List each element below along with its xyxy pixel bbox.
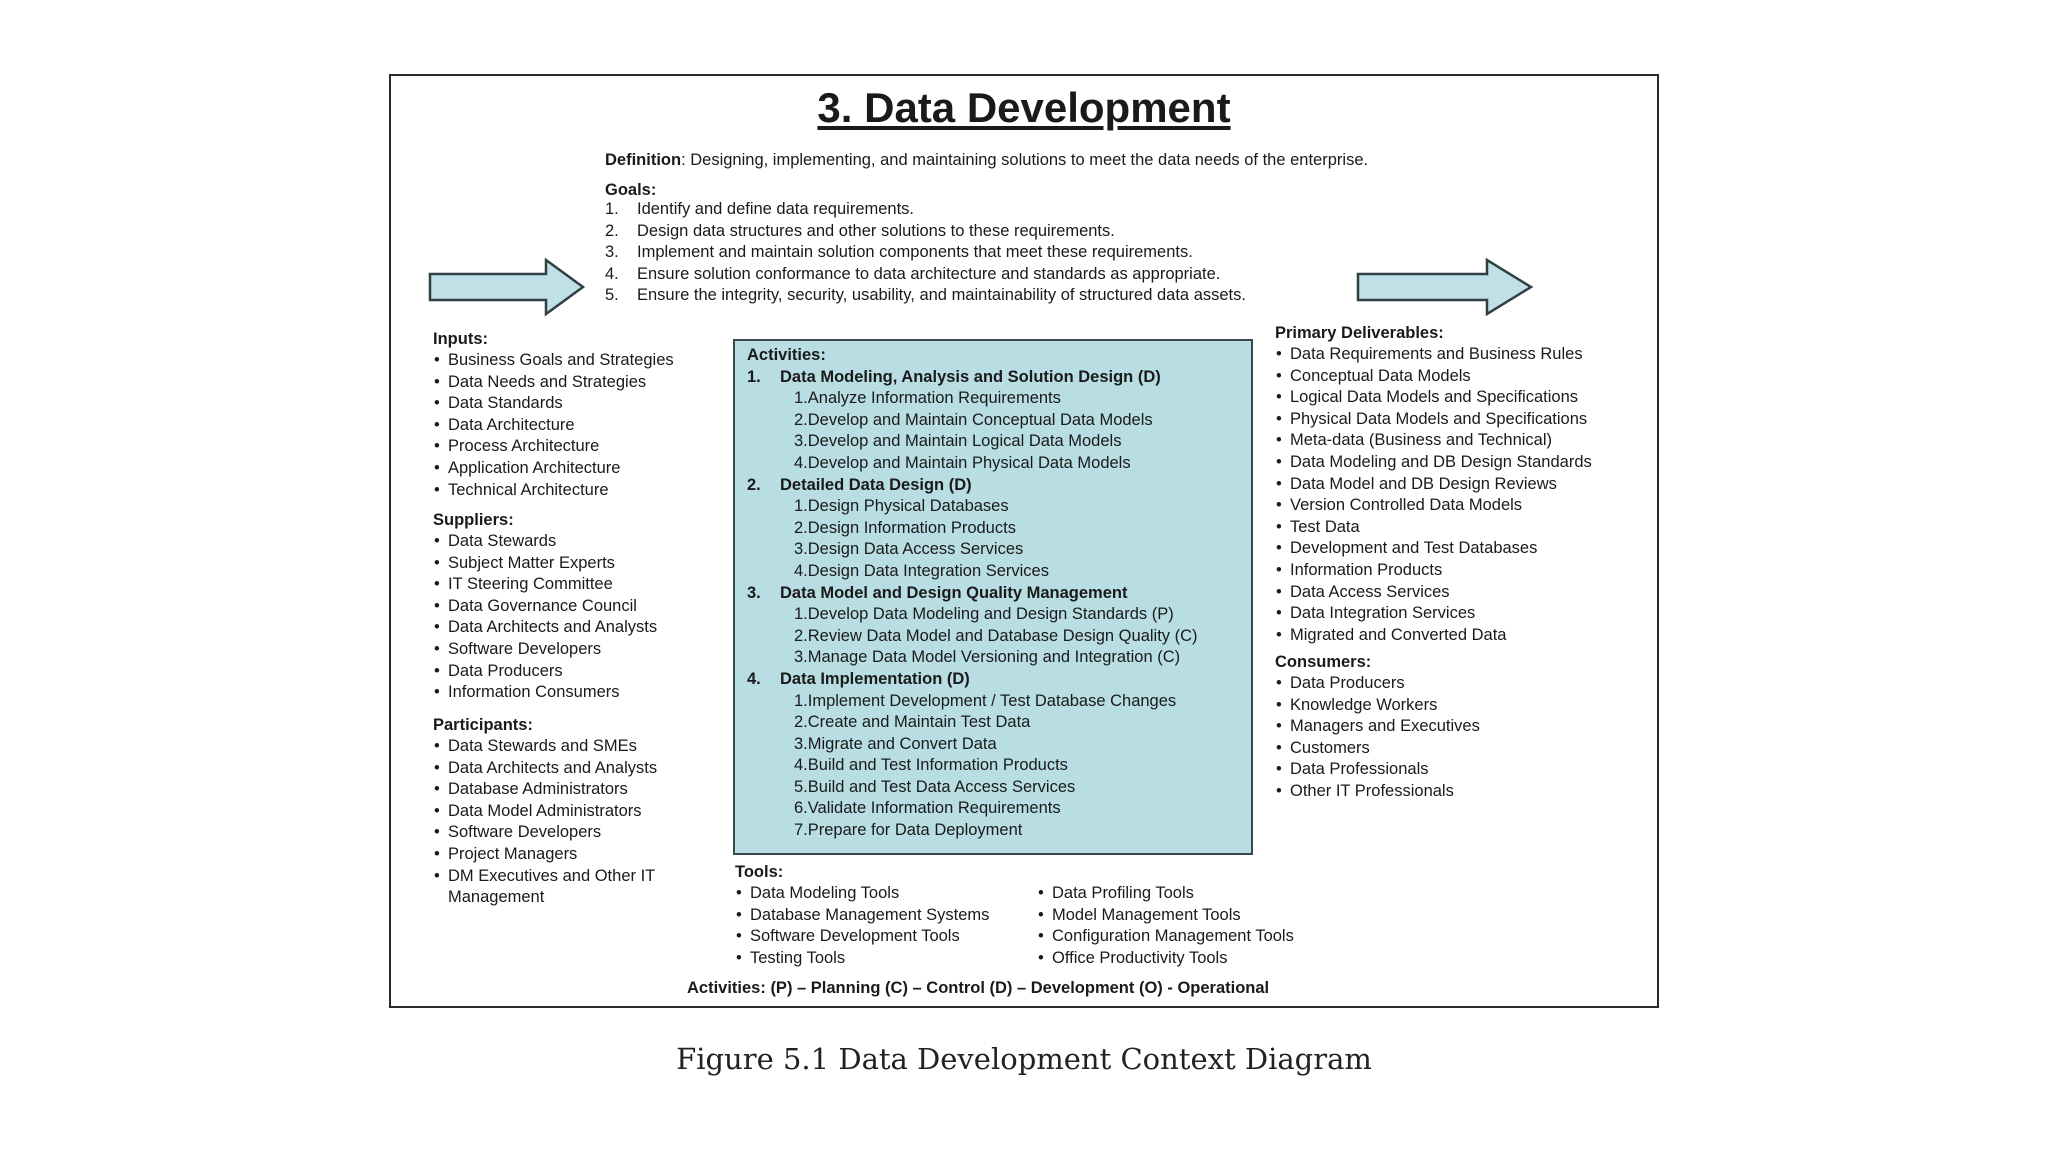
participant-item: Management	[448, 888, 545, 907]
goal-text: Design data structures and other solutions to these requirements.	[637, 221, 1115, 240]
activity-section	[747, 669, 1198, 691]
tool-item: • Office Productivity Tools	[1037, 948, 1294, 970]
activity-subitem: 4.Design Data Integration Services	[794, 561, 1049, 580]
participant-item: • Data Stewards and SMEs	[433, 736, 657, 758]
input-item: • Business Goals and Strategies	[433, 350, 674, 372]
deliverable-item: • Data Requirements and Business Rules	[1275, 344, 1592, 366]
definition	[605, 150, 1368, 172]
consumer-item: • Data Professionals	[1275, 759, 1480, 781]
supplier-item: • Software Developers	[433, 639, 657, 661]
suppliers-heading: Suppliers:	[433, 511, 514, 529]
goal-item	[605, 199, 1246, 221]
definition-text: : Designing, implementing, and maintaining solutions to meet the data needs of the enterprise.	[681, 151, 1369, 169]
goal-text: Identify and define data requirements.	[637, 200, 915, 218]
activity-section	[747, 475, 1198, 497]
input-item: • Application Architecture	[433, 458, 674, 480]
input-item: • Process Architecture	[433, 436, 674, 458]
tool-item: • Database Management Systems	[735, 905, 989, 927]
deliverables-heading: Primary Deliverables:	[1275, 324, 1444, 342]
tool-item: • Testing Tools	[735, 948, 989, 970]
inputs-list	[433, 350, 674, 501]
activity-title: Data Modeling, Analysis and Solution Design (D)	[780, 367, 1161, 386]
activity-subitem: 3.Migrate and Convert Data	[794, 734, 997, 753]
goal-number: 2.	[605, 221, 619, 240]
goal-number: 3.	[605, 243, 619, 262]
inputs-label: Inputs	[433, 330, 483, 348]
activity-subitem: 5.Build and Test Data Access Services	[794, 777, 1076, 796]
goal-text: Ensure the integrity, security, usability, and maintainability of structured data assets.	[637, 286, 1246, 305]
activity-subitem: 2.Review Data Model and Database Design Quality (C)	[794, 626, 1198, 645]
deliverable-item: • Information Products	[1275, 560, 1592, 582]
activity-number: 1.	[747, 367, 761, 386]
consumer-item: • Customers	[1275, 738, 1480, 760]
deliverable-item: • Data Modeling and DB Design Standards	[1275, 452, 1592, 474]
tool-item: • Model Management Tools	[1037, 905, 1294, 927]
deliverable-item: • Meta-data (Business and Technical)	[1275, 430, 1592, 452]
deliverable-item: • Data Access Services	[1275, 582, 1592, 604]
deliverable-item: • Logical Data Models and Specifications	[1275, 387, 1592, 409]
inputs-heading: Inputs:	[433, 330, 488, 348]
input-item: • Technical Architecture	[433, 480, 674, 502]
supplier-item: • Data Stewards	[433, 531, 657, 553]
goal-text: Implement and maintain solution components that meet these requirements.	[637, 243, 1193, 262]
figure-caption: Figure 5.1 Data Development Context Diagram	[676, 1042, 1372, 1076]
participants-label: Participants	[433, 716, 528, 734]
activity-subitem: 3.Manage Data Model Versioning and Integration (C)	[794, 648, 1181, 667]
deliverable-item: • Test Data	[1275, 517, 1592, 539]
activity-subitem: 4.Develop and Maintain Physical Data Models	[794, 453, 1131, 472]
tool-item: • Configuration Management Tools	[1037, 926, 1294, 948]
goal-item	[605, 221, 1246, 243]
activity-subitem: 2.Develop and Maintain Conceptual Data Models	[794, 410, 1153, 429]
input-item: • Data Needs and Strategies	[433, 372, 674, 394]
suppliers-label: Suppliers	[433, 511, 509, 529]
goal-number: 1.	[605, 200, 619, 218]
deliverable-item: • Version Controlled Data Models	[1275, 495, 1592, 517]
activity-subitem: 4.Build and Test Information Products	[794, 756, 1068, 775]
participant-item: • DM Executives and Other IT	[433, 866, 657, 888]
deliverable-item: • Data Model and DB Design Reviews	[1275, 474, 1592, 496]
tools-label: Tools:	[735, 863, 784, 881]
activity-number: 2.	[747, 475, 761, 494]
input-arrow-icon	[428, 258, 588, 318]
input-item: • Data Architecture	[433, 415, 674, 437]
deliverables-list	[1275, 344, 1592, 646]
consumer-item: • Data Producers	[1275, 673, 1480, 695]
suppliers-list	[433, 531, 657, 704]
input-item: • Data Standards	[433, 393, 674, 415]
activity-subitem: 1.Analyze Information Requirements	[794, 389, 1061, 408]
activity-subitem: 3.Develop and Maintain Logical Data Models	[794, 432, 1122, 451]
participants-heading: Participants:	[433, 716, 533, 734]
goal-number: 4.	[605, 264, 619, 283]
participant-item: • Software Developers	[433, 822, 657, 844]
goal-item	[605, 242, 1246, 264]
consumers-list	[1275, 673, 1480, 803]
activity-number: 4.	[747, 669, 761, 688]
activities-label: Activities:	[747, 346, 826, 364]
participant-item: • Database Administrators	[433, 779, 657, 801]
consumer-item: • Managers and Executives	[1275, 716, 1480, 738]
activities-list	[747, 345, 1198, 842]
activity-subitem: 1.Develop Data Modeling and Design Standards (P)	[794, 605, 1174, 624]
tool-item: • Data Profiling Tools	[1037, 883, 1294, 905]
activity-section	[747, 583, 1198, 605]
activity-subitem: 7.Prepare for Data Deployment	[794, 821, 1023, 840]
goals-label: Goals	[605, 181, 651, 199]
supplier-item: • Data Governance Council	[433, 596, 657, 618]
diagram-title: 3. Data Development	[817, 84, 1231, 131]
activity-section	[747, 367, 1198, 389]
goals-list	[605, 199, 1246, 307]
goal-number: 5.	[605, 286, 619, 305]
supplier-item: • Subject Matter Experts	[433, 553, 657, 575]
activities-box	[733, 339, 1253, 855]
activity-subitem: 2.Create and Maintain Test Data	[794, 713, 1031, 732]
goal-item	[605, 285, 1246, 307]
tool-item: • Software Development Tools	[735, 926, 989, 948]
deliverable-item: • Migrated and Converted Data	[1275, 625, 1592, 647]
output-arrow-icon	[1356, 258, 1536, 318]
activity-title: Data Model and Design Quality Management	[780, 583, 1128, 602]
deliverable-item: • Data Integration Services	[1275, 603, 1592, 625]
consumers-label: Consumers:	[1275, 653, 1372, 671]
goals-heading: Goals:	[605, 181, 657, 199]
deliverable-item: • Physical Data Models and Specifications	[1275, 409, 1592, 431]
consumer-item: • Knowledge Workers	[1275, 695, 1480, 717]
participants-list	[433, 736, 657, 909]
activity-number: 3.	[747, 583, 761, 602]
supplier-item: • Data Producers	[433, 661, 657, 683]
supplier-item: • Data Architects and Analysts	[433, 617, 657, 639]
deliverable-item: • Development and Test Databases	[1275, 538, 1592, 560]
tool-item: • Data Modeling Tools	[735, 883, 989, 905]
activity-title: Detailed Data Design (D)	[780, 475, 972, 494]
tools-list-right	[1037, 883, 1294, 969]
activity-subitem: 3.Design Data Access Services	[794, 540, 1024, 559]
activity-legend: Activities: (P) – Planning (C) – Control (D) – Development (O) - Operational	[687, 979, 1270, 997]
deliverables-label: Primary Deliverables	[1275, 324, 1439, 342]
goal-item	[605, 264, 1246, 286]
activity-subitem: 1.Implement Development / Test Database Changes	[794, 691, 1177, 710]
consumer-item: • Other IT Professionals	[1275, 781, 1480, 803]
participant-item: • Project Managers	[433, 844, 657, 866]
activity-title: Data Implementation (D)	[780, 669, 970, 688]
goal-text: Ensure solution conformance to data architecture and standards as appropriate.	[637, 264, 1221, 283]
participant-item: • Data Model Administrators	[433, 801, 657, 823]
activity-subitem: 6.Validate Information Requirements	[794, 799, 1061, 818]
definition-label: Definition	[605, 151, 682, 169]
deliverable-item: • Conceptual Data Models	[1275, 366, 1592, 388]
activity-subitem: 1.Design Physical Databases	[794, 497, 1009, 516]
tools-list-left	[735, 883, 989, 969]
activity-subitem: 2.Design Information Products	[794, 518, 1016, 537]
participant-item: • Data Architects and Analysts	[433, 758, 657, 780]
supplier-item: • IT Steering Committee	[433, 574, 657, 596]
supplier-item: • Information Consumers	[433, 682, 657, 704]
